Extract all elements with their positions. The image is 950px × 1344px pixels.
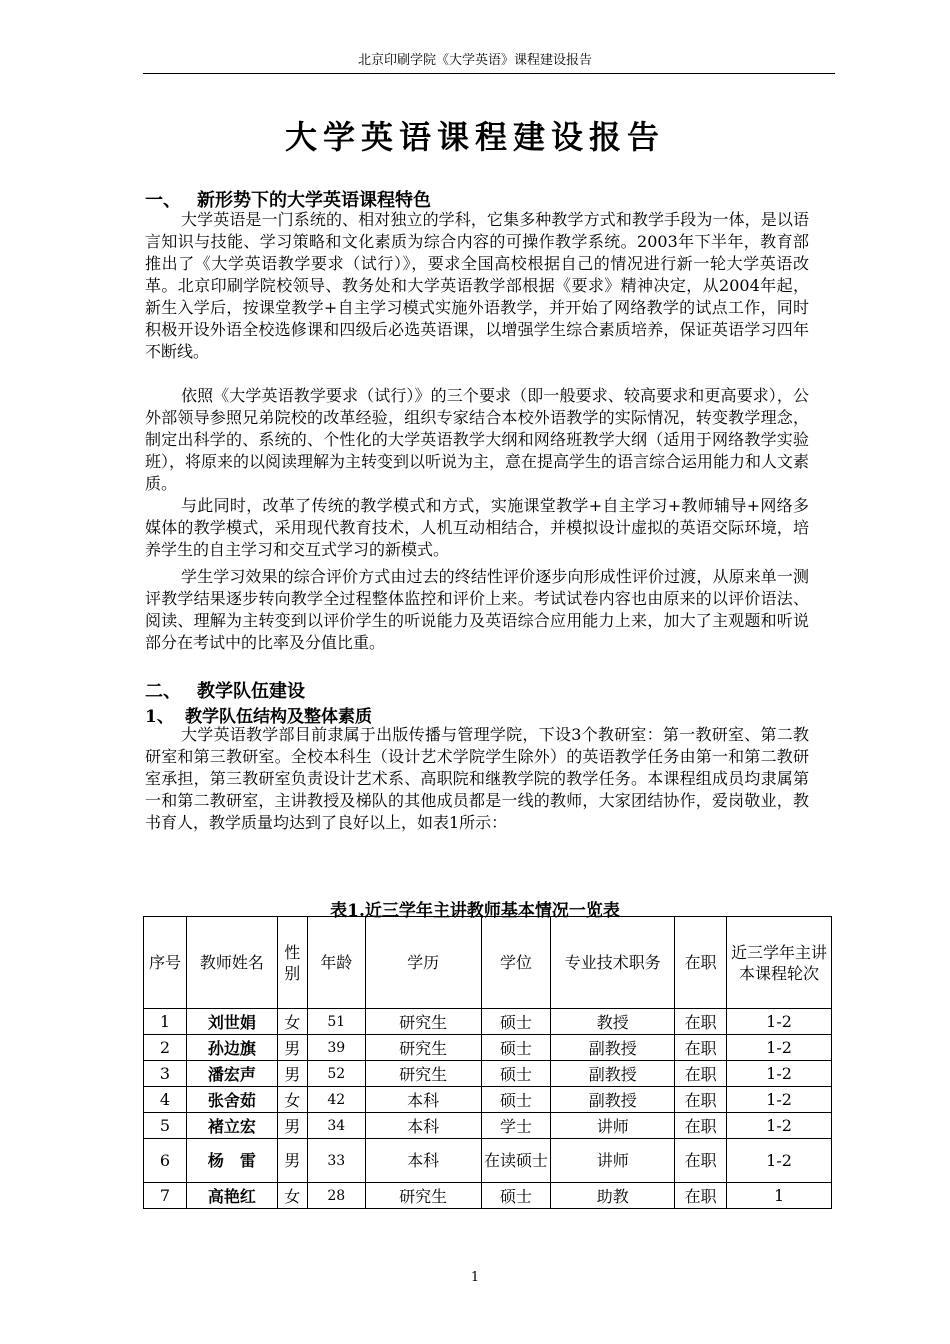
cell-education: 研究生	[365, 1035, 481, 1061]
cell-employment: 在职	[675, 1087, 727, 1113]
cell-title: 讲师	[551, 1139, 675, 1183]
document-title: 大学英语课程建设报告	[284, 118, 665, 156]
cell-title: 副教授	[551, 1035, 675, 1061]
cell-gender: 女	[277, 1183, 307, 1209]
table-row	[144, 1009, 832, 1035]
table-row	[144, 1087, 832, 1113]
cell-age: 34	[307, 1113, 365, 1139]
cell-title: 教授	[551, 1009, 675, 1035]
cell-title: 讲师	[551, 1113, 675, 1139]
section-1-number: 一、	[145, 190, 181, 211]
cell-degree: 硕士	[481, 1035, 551, 1061]
teacher-table	[143, 916, 832, 1209]
cell-education: 研究生	[365, 1009, 481, 1035]
cell-name: 孙边旗	[186, 1035, 277, 1061]
cell-age: 39	[307, 1035, 365, 1061]
cell-degree: 硕士	[481, 1061, 551, 1087]
cell-name: 杨 雷	[186, 1139, 277, 1183]
section-2-title: 教学队伍建设	[197, 681, 305, 702]
cell-education: 本科	[365, 1139, 481, 1183]
cell-employment: 在职	[675, 1009, 727, 1035]
cell-rounds: 1-2	[727, 1139, 832, 1183]
cell-name: 张舍茹	[186, 1087, 277, 1113]
table-row	[144, 1183, 832, 1209]
section-1-paragraph-2: 依照《大学英语教学要求（试行）》的三个要求（即一般要求、较高要求和更高要求），公外部领导参照兄弟院校的改革经验，组织专家结合本校外语教学的实际情况，转变教学理念，制定出科学的、系统的、个性化的大学英语教学大纲和网络班教学大纲（适用于网络教学实验班），将原来的以阅读理解为主转变到以听说为主，意在提高学生的语言综合运用能力和人文素质。	[145, 386, 810, 493]
cell-index: 6	[144, 1139, 187, 1183]
cell-gender: 女	[277, 1009, 307, 1035]
running-header: 北京印刷学院《大学英语》课程建设报告	[357, 53, 592, 68]
table-row	[144, 1035, 832, 1061]
cell-employment: 在职	[675, 1035, 727, 1061]
header-employment: 在职	[675, 917, 727, 1009]
cell-rounds: 1-2	[727, 1009, 832, 1035]
cell-title: 副教授	[551, 1061, 675, 1087]
cell-gender: 女	[277, 1087, 307, 1113]
cell-education: 研究生	[365, 1061, 481, 1087]
section-1-title: 新形势下的大学英语课程特色	[197, 190, 431, 211]
cell-title: 助教	[551, 1183, 675, 1209]
cell-name: 褚立宏	[186, 1113, 277, 1139]
header-gender: 性别	[277, 917, 307, 1009]
subsection-1-paragraph: 大学英语教学部目前隶属于出版传播与管理学院，下设3个教研室：第一教研室、第二教研室和第三教研室。全校本科生（设计艺术学院学生除外）的英语教学任务由第一和第二教研室承担，第三教研室负责设计艺术系、高职院和继教学院的教学任务。本课程组成员均隶属第一和第二教研室，主讲教授及梯队的其他成员都是一线的教师，大家团结协作，爱岗敬业，教书育人，教学质量均达到了良好以上，如表1所示：	[145, 725, 809, 832]
cell-age: 51	[307, 1009, 365, 1035]
cell-gender: 男	[277, 1113, 307, 1139]
cell-rounds: 1-2	[727, 1087, 832, 1113]
cell-employment: 在职	[675, 1061, 727, 1087]
cell-index: 2	[144, 1035, 187, 1061]
cell-employment: 在职	[675, 1139, 727, 1183]
page-number: 1	[470, 1270, 480, 1285]
cell-rounds: 1-2	[727, 1035, 832, 1061]
header-title: 专业技术职务	[551, 917, 675, 1009]
cell-name: 潘宏声	[186, 1061, 277, 1087]
cell-gender: 男	[277, 1061, 307, 1087]
cell-age: 52	[307, 1061, 365, 1087]
cell-rounds: 1	[727, 1183, 832, 1209]
header-education: 学历	[365, 917, 481, 1009]
section-1-paragraph-4: 学生学习效果的综合评价方式由过去的终结性评价逐步向形成性评价过渡，从原来单一测评教学结果逐步转向教学全过程整体监控和评价上来。考试试卷内容也由原来的以评价语法、阅读、理解为主转变到以评价学生的听说能力及英语综合应用能力上来，加大了主观题和听说部分在考试中的比率及分值比重。	[145, 567, 809, 652]
cell-index: 7	[144, 1183, 187, 1209]
header-rounds: 近三学年主讲本课程轮次	[727, 917, 832, 1009]
cell-degree: 硕士	[481, 1009, 551, 1035]
cell-degree: 硕士	[481, 1087, 551, 1113]
header-age: 年龄	[307, 917, 365, 1009]
table-row	[144, 1139, 832, 1183]
cell-education: 研究生	[365, 1183, 481, 1209]
cell-index: 4	[144, 1087, 187, 1113]
section-1-paragraph-1: 大学英语是一门系统的、相对独立的学科，它集多种教学方式和教学手段为一体，是以语言知识与技能、学习策略和文化素质为综合内容的可操作教学系统。2003年下半年，教育部推出了《大学英语教学要求（试行）》，要求全国高校根据自己的情况进行新一轮大学英语改革。北京印刷学院校领导、教务处和大学英语教学部根据《要求》精神决定，从2004年起，新生入学后，按课堂教学+自主学习模式实施外语教学，并开始了网络教学的试点工作，同时积极开设外语全校选修课和四级后必选英语课，以增强学生综合素质培养，保证英语学习四年不断线。	[145, 210, 809, 361]
cell-index: 5	[144, 1113, 187, 1139]
cell-rounds: 1-2	[727, 1113, 832, 1139]
table-row	[144, 1113, 832, 1139]
cell-gender: 男	[277, 1139, 307, 1183]
header-degree: 学位	[481, 917, 551, 1009]
cell-education: 本科	[365, 1113, 481, 1139]
section-1-paragraph-3: 与此同时，改革了传统的教学模式和方式，实施课堂教学+自主学习+教师辅导+网络多媒体的教学模式，采用现代教育技术，人机互动相结合，并模拟设计虚拟的英语交际环境，培养学生的自主学习和交互式学习的新模式。	[145, 496, 809, 559]
cell-degree: 学士	[481, 1113, 551, 1139]
table-row	[144, 1061, 832, 1087]
cell-employment: 在职	[675, 1113, 727, 1139]
cell-name: 高艳红	[186, 1183, 277, 1209]
cell-name: 刘世娟	[186, 1009, 277, 1035]
cell-age: 28	[307, 1183, 365, 1209]
header-name: 教师姓名	[186, 917, 277, 1009]
cell-education: 本科	[365, 1087, 481, 1113]
section-2-number: 二、	[145, 681, 181, 702]
subsection-1-number: 1、	[145, 707, 174, 727]
subsection-1-title: 教学队伍结构及整体素质	[185, 707, 372, 727]
cell-index: 1	[144, 1009, 187, 1035]
table-header-row	[144, 917, 832, 1009]
cell-age: 33	[307, 1139, 365, 1183]
header-index: 序号	[144, 917, 187, 1009]
cell-index: 3	[144, 1061, 187, 1087]
cell-employment: 在职	[675, 1183, 727, 1209]
cell-degree: 硕士	[481, 1183, 551, 1209]
cell-degree: 在读硕士	[481, 1139, 551, 1183]
header-divider	[143, 73, 835, 74]
cell-title: 副教授	[551, 1087, 675, 1113]
section-2-heading	[145, 677, 305, 703]
table-1-caption: 表1.近三学年主讲教师基本情况一览表	[330, 901, 620, 921]
cell-age: 42	[307, 1087, 365, 1113]
cell-gender: 男	[277, 1035, 307, 1061]
cell-rounds: 1-2	[727, 1061, 832, 1087]
